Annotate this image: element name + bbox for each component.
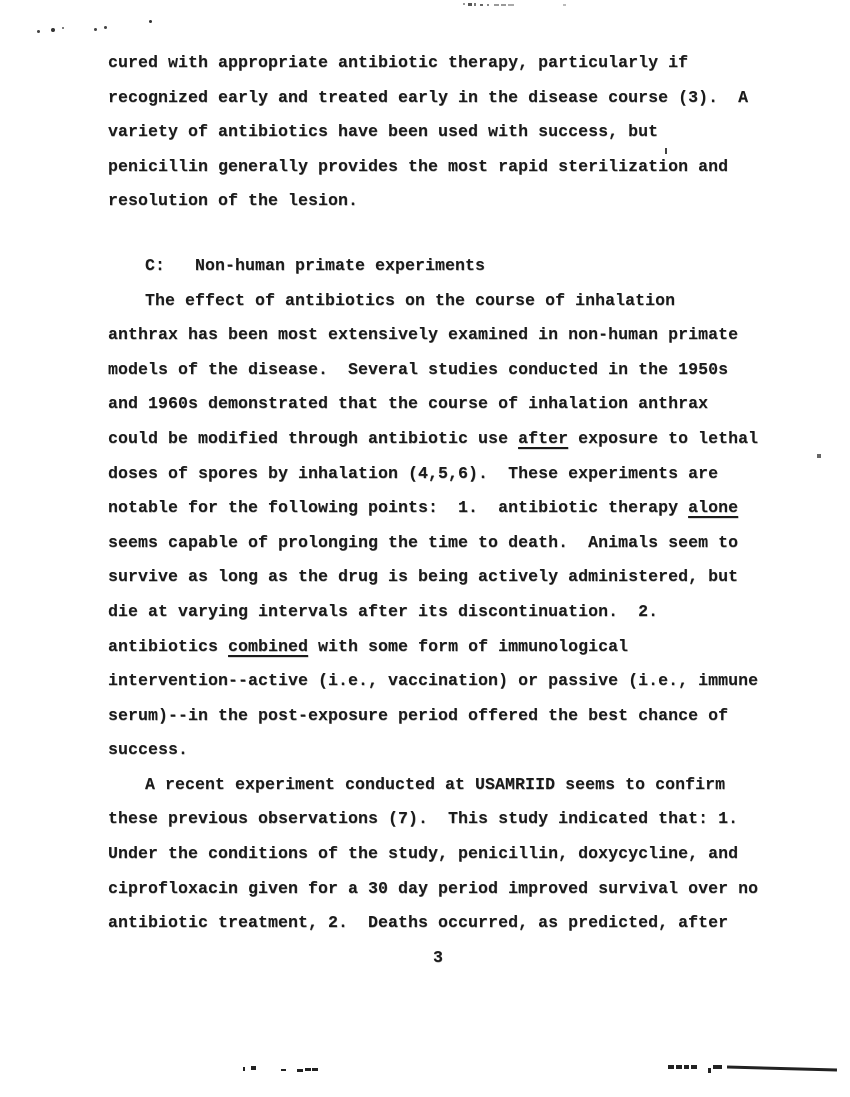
scan-mark — [251, 1066, 256, 1070]
text-segment: survive as long as the drug is being actively administered, but — [108, 567, 739, 587]
text-segment: variety of antibiotics have been used with success, but — [108, 122, 659, 142]
scan-mark — [668, 1065, 674, 1069]
text-line — [108, 284, 768, 319]
text-line — [108, 491, 768, 526]
scan-mark — [305, 1068, 311, 1071]
text-line — [108, 422, 768, 457]
document-lines — [108, 46, 768, 975]
text-line — [108, 184, 768, 219]
scan-mark — [243, 1067, 245, 1071]
scan-mark — [501, 4, 506, 6]
scan-mark — [563, 4, 566, 6]
scan-mark — [713, 1065, 722, 1069]
text-segment: cured with appropriate antibiotic therapy, particularly if — [108, 53, 689, 72]
scan-mark — [468, 3, 472, 6]
scan-mark — [297, 1069, 303, 1072]
text-line — [108, 733, 768, 768]
text-segment: penicillin generally provides the most rapid sterilization and — [108, 156, 729, 176]
text-segment: intervention--active (i.e., vaccination) or passive (i.e., immune — [108, 671, 759, 691]
scan-mark — [691, 1065, 697, 1069]
text-line — [108, 318, 768, 353]
text-segment: 3 — [432, 947, 443, 967]
scan-mark — [684, 1065, 689, 1069]
text-segment: models of the disease. Several studies conducted in the 1950s — [108, 359, 729, 379]
text-line — [108, 46, 768, 81]
page-number — [108, 941, 768, 976]
scan-mark — [463, 3, 465, 5]
text-line — [108, 768, 768, 803]
scan-mark — [676, 1065, 682, 1069]
text-segment: these previous observations (7). This study indicated that: 1. — [108, 809, 739, 829]
underlined-text: alone — [688, 498, 739, 518]
text-line — [108, 630, 768, 665]
underlined-text: after — [518, 428, 569, 448]
text-line — [108, 595, 768, 630]
text-segment: resolution of the lesion. — [108, 191, 359, 211]
text-line — [108, 353, 768, 388]
text-line — [108, 81, 768, 116]
section-heading — [108, 249, 768, 284]
scan-mark — [665, 148, 667, 154]
scan-mark — [312, 1068, 318, 1071]
text-segment: C: Non-human primate experiments — [145, 255, 486, 275]
text-segment: recognized early and treated early in the disease course (3). A — [108, 87, 749, 107]
text-segment: anthrax has been most extensively examined in non-human primate — [108, 325, 739, 345]
scan-mark — [487, 4, 489, 6]
text-segment: seems capable of prolonging the time to death. Animals seem to — [108, 532, 739, 552]
scan-mark — [51, 28, 55, 32]
scan-mark — [480, 4, 483, 6]
scan-mark — [508, 4, 514, 6]
scan-mark — [94, 28, 97, 31]
scan-mark — [149, 20, 152, 23]
text-segment: die at varying intervals after its discontinuation. 2. — [108, 601, 659, 621]
text-segment: serum)--in the post-exposure period offered the best chance of — [108, 705, 729, 725]
text-line — [108, 387, 768, 422]
text-line — [108, 526, 768, 561]
text-segment: success. — [108, 740, 189, 760]
text-line — [108, 906, 768, 941]
scan-mark — [37, 30, 40, 33]
scan-mark — [727, 1066, 837, 1072]
text-line — [108, 664, 768, 699]
text-line — [108, 699, 768, 734]
text-segment: and 1960s demonstrated that the course of inhalation anthrax — [108, 394, 709, 414]
text-segment: with some form of immunological — [308, 636, 629, 656]
text-line — [108, 837, 768, 872]
text-segment: The effect of antibiotics on the course of inhalation — [145, 290, 676, 310]
text-segment: ciprofloxacin given for a 30 day period improved survival over no — [108, 878, 759, 898]
scan-mark — [474, 3, 476, 6]
text-line — [108, 560, 768, 595]
text-segment: doses of spores by inhalation (4,5,6). These experiments are — [108, 463, 719, 483]
scan-mark — [708, 1068, 711, 1073]
text-segment: antibiotic treatment, 2. Deaths occurred, as predicted, after — [108, 913, 729, 933]
scan-mark — [104, 26, 107, 29]
text-line — [108, 115, 768, 150]
scan-mark — [494, 4, 499, 6]
text-line — [108, 802, 768, 837]
text-segment: exposure to lethal — [568, 428, 759, 448]
text-segment: notable for the following points: 1. antibiotic therapy — [108, 498, 689, 518]
text-line — [108, 150, 768, 185]
underlined-text: combined — [228, 636, 309, 656]
text-segment: Under the conditions of the study, penicillin, doxycycline, and — [108, 844, 739, 864]
text-line — [108, 457, 768, 492]
text-segment: could be modified through antibiotic use — [108, 428, 519, 448]
scan-mark — [281, 1069, 286, 1071]
scan-mark — [62, 27, 64, 29]
text-line — [108, 872, 768, 907]
scan-mark — [817, 454, 821, 458]
text-segment: antibiotics — [108, 636, 229, 656]
text-segment: A recent experiment conducted at USAMRIID seems to confirm — [145, 774, 726, 794]
